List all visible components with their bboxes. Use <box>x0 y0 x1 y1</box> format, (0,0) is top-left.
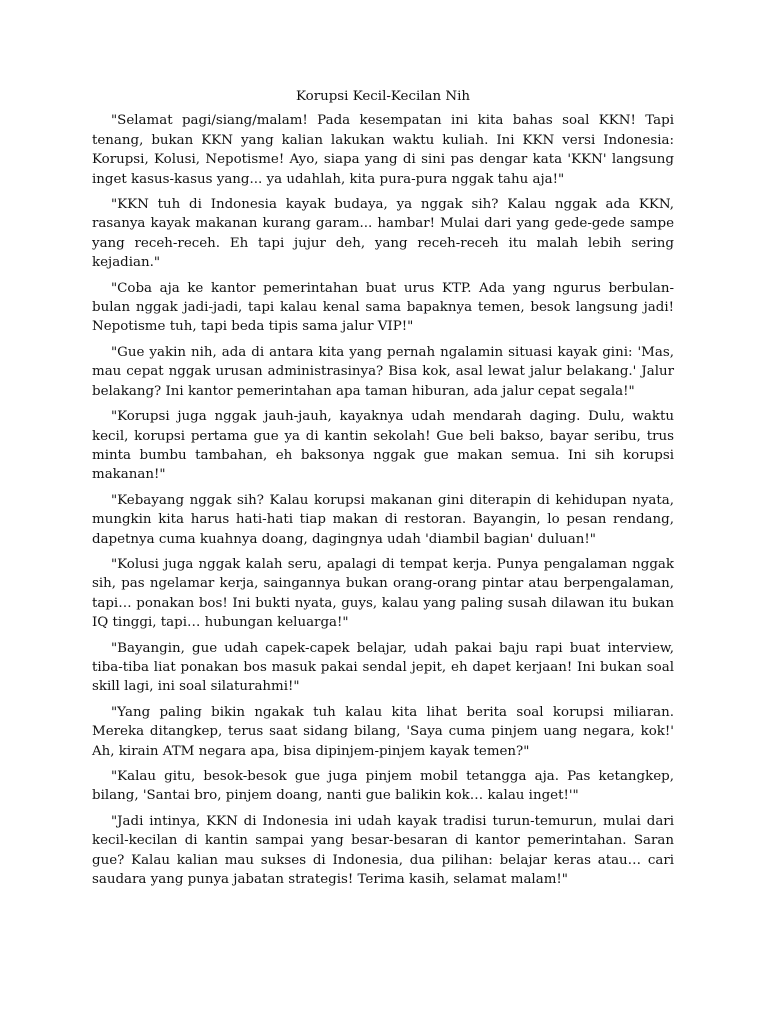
paragraph-1: "Selamat pagi/siang/malam! Pada kesempatan ini kita bahas soal KKN! Tapi tenang, bukan KKN yang kalian lakukan waktu kuliah. Ini KKN versi Indonesia: Korupsi, Kolusi, Nepotisme! Ayo, siapa yang di sini pas dengar kata 'KKN' langsung inget kasus-kasus yang... ya udahlah, kita pura-pura nggak tahu aja!" <box>92 113 674 187</box>
paragraph-9: "Yang paling bikin ngakak tuh kalau kita lihat berita soal korupsi miliaran. Mereka ditangkep, terus saat sidang bilang, 'Saya cuma pinjem uang negara, kok!' Ah, kirain ATM negara apa, bisa dipinjem-pinjem kayak temen?" <box>92 704 674 759</box>
paragraph-10: "Kalau gitu, besok-besok gue juga pinjem mobil tetangga aja. Pas ketangkep, bilang, 'Santai bro, pinjem doang, nanti gue balikin kok… kalau inget!'" <box>92 769 674 804</box>
paragraph-8: "Bayangin, gue udah capek-capek belajar, udah pakai baju rapi buat interview, tiba-tiba liat ponakan bos masuk pakai sendal jepit, eh dapet kerjaan! Ini bukan soal skill lagi, ini soal silaturahmi!" <box>92 640 674 695</box>
paragraph-4: "Gue yakin nih, ada di antara kita yang pernah ngalamin situasi kayak gini: 'Mas, mau cepat nggak urusan administrasinya? Bisa kok, asal lewat jalur belakang.' Jalur belakang? Ini kantor pemerintahan apa taman hiburan, ada jalur cepat segala!" <box>92 344 674 399</box>
paragraph-2: "KKN tuh di Indonesia kayak budaya, ya nggak sih? Kalau nggak ada KKN, rasanya kayak makanan kurang garam... hambar! Mulai dari yang gede-gede sampe yang receh-receh. Eh tapi jujur deh, yang receh-receh itu malah lebih sering kejadian." <box>92 197 674 271</box>
document-body <box>92 87 674 895</box>
paragraph-5: "Korupsi juga nggak jauh-jauh, kayaknya udah mendarah daging. Dulu, waktu kecil, korupsi pertama gue ya di kantin sekolah! Gue beli bakso, bayar seribu, trus minta bumbu tambahan, eh baksonya nggak gue makan semua. Ini sih korupsi makanan!" <box>92 409 674 483</box>
paragraph-6: "Kebayang nggak sih? Kalau korupsi makanan gini diterapin di kehidupan nyata, mungkin kita harus hati-hati tiap makan di restoran. Bayangin, lo pesan rendang, dapetnya cuma kuahnya doang, dagingnya udah 'diambil bagian' duluan!" <box>92 492 674 547</box>
paragraph-11: "Jadi intinya, KKN di Indonesia ini udah kayak tradisi turun-temurun, mulai dari kecil-kecilan di kantin sampai yang besar-besaran di kantor pemerintahan. Saran gue? Kalau kalian mau sukses di Indonesia, dua pilihan: belajar keras atau… cari saudara yang punya jabatan strategis! Terima kasih, selamat malam!" <box>92 813 674 888</box>
document-title: Korupsi Kecil-Kecilan Nih <box>296 89 470 104</box>
paragraph-7: "Kolusi juga nggak kalah seru, apalagi di tempat kerja. Punya pengalaman nggak sih, pas ngelamar kerja, saingannya bukan orang-orang pintar atau berpengalaman, tapi… ponakan bos! Ini bukti nyata, guys, kalau yang paling susah dilawan itu bukan IQ tinggi, tapi… hubungan keluarga!" <box>92 556 674 631</box>
paragraph-3: "Coba aja ke kantor pemerintahan buat urus KTP. Ada yang ngurus berbulan-bulan nggak jadi-jadi, tapi kalau kenal sama bapaknya temen, besok langsung jadi! Nepotisme tuh, tapi beda tipis sama jalur VIP!" <box>92 280 674 335</box>
